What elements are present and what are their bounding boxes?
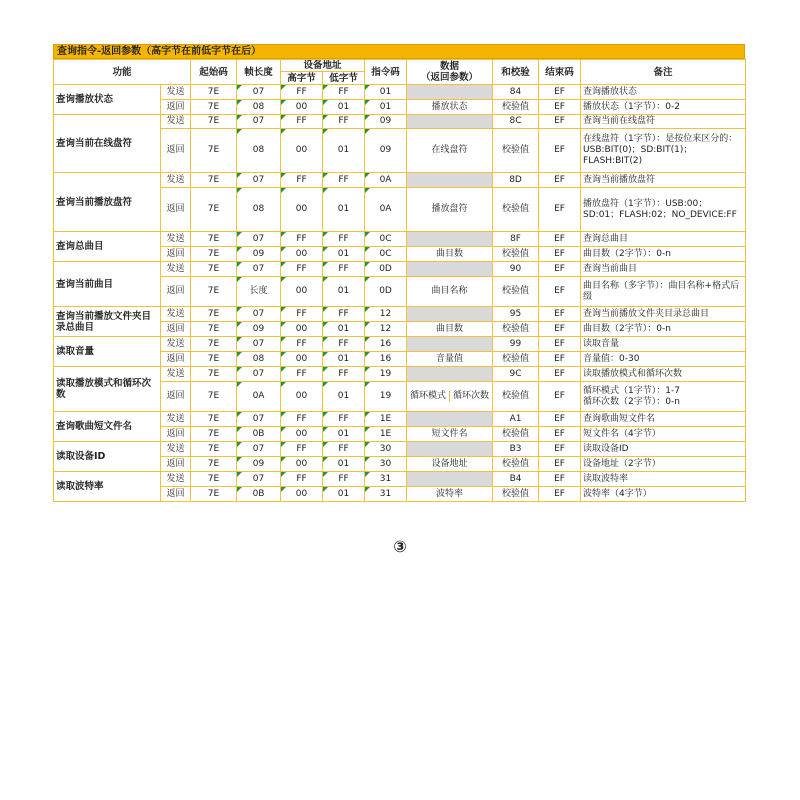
frame-length: 08 [237, 188, 281, 232]
function-name: 读取波特率 [54, 472, 161, 502]
data-cell: 音量值 [407, 352, 493, 367]
start-code: 7E [191, 427, 237, 442]
end-code: EF [539, 352, 581, 367]
end-code: EF [539, 442, 581, 457]
direction-label: 发送 [161, 232, 191, 247]
start-code: 7E [191, 442, 237, 457]
direction-label: 发送 [161, 442, 191, 457]
end-code: EF [539, 322, 581, 337]
note-text: 设备地址（2字节） [581, 457, 746, 472]
addr-low-byte: FF [323, 472, 365, 487]
addr-high-byte: 00 [281, 247, 323, 262]
note-text: 查询当前播放盘符 [581, 173, 746, 188]
start-code: 7E [191, 487, 237, 502]
end-code: EF [539, 85, 581, 100]
start-code: 7E [191, 188, 237, 232]
addr-low-byte: FF [323, 442, 365, 457]
start-code: 7E [191, 85, 237, 100]
start-code: 7E [191, 322, 237, 337]
checksum-value: 8D [493, 173, 539, 188]
frame-length: 09 [237, 247, 281, 262]
direction-label: 返回 [161, 382, 191, 412]
table-row [54, 307, 746, 322]
addr-high-byte: 00 [281, 487, 323, 502]
frame-length: 07 [237, 262, 281, 277]
direction-label: 返回 [161, 247, 191, 262]
note-text: 曲目数（2字节）：0-n [581, 322, 746, 337]
frame-length: 07 [237, 307, 281, 322]
command-code: 0D [365, 262, 407, 277]
end-code: EF [539, 247, 581, 262]
start-code: 7E [191, 262, 237, 277]
frame-length: 07 [237, 367, 281, 382]
checksum-value: 95 [493, 307, 539, 322]
header-checksum: 和校验 [493, 60, 539, 85]
addr-low-byte: 01 [323, 427, 365, 442]
addr-low-byte: FF [323, 367, 365, 382]
checksum-value: A1 [493, 412, 539, 427]
checksum-value: 校验值 [493, 487, 539, 502]
checksum-value: 校验值 [493, 382, 539, 412]
command-code: 0D [365, 277, 407, 307]
addr-low-byte: FF [323, 173, 365, 188]
addr-low-byte: 01 [323, 487, 365, 502]
addr-low-byte: FF [323, 262, 365, 277]
note-text: 查询当前在线盘符 [581, 115, 746, 129]
addr-low-byte: 01 [323, 457, 365, 472]
header-data: 数据 （返回参数） [407, 60, 493, 85]
direction-label: 发送 [161, 472, 191, 487]
header-func: 功能 [54, 60, 191, 85]
checksum-value: 9C [493, 367, 539, 382]
checksum-value: 校验值 [493, 100, 539, 115]
end-code: EF [539, 232, 581, 247]
checksum-value: 校验值 [493, 457, 539, 472]
note-text: 读取音量 [581, 337, 746, 352]
data-cell [407, 442, 493, 457]
command-code: 1E [365, 427, 407, 442]
addr-high-byte: FF [281, 173, 323, 188]
addr-high-byte: 00 [281, 322, 323, 337]
addr-low-byte: 01 [323, 100, 365, 115]
addr-high-byte: FF [281, 115, 323, 129]
frame-length: 08 [237, 100, 281, 115]
page-number: ③ [393, 537, 407, 556]
data-cell [407, 115, 493, 129]
data-cell [407, 472, 493, 487]
frame-length: 07 [237, 442, 281, 457]
direction-label: 返回 [161, 457, 191, 472]
start-code: 7E [191, 247, 237, 262]
direction-label: 发送 [161, 307, 191, 322]
note-text: 循环模式（1字节）：1-7 循环次数（2字节）：0-n [581, 382, 746, 412]
data-cell [407, 367, 493, 382]
addr-high-byte: FF [281, 412, 323, 427]
direction-label: 发送 [161, 367, 191, 382]
query-command-sheet [53, 44, 745, 502]
direction-label: 返回 [161, 352, 191, 367]
table-row [54, 85, 746, 100]
end-code: EF [539, 173, 581, 188]
header-cmd: 指令码 [365, 60, 407, 85]
frame-length: 07 [237, 85, 281, 100]
data-cell [407, 412, 493, 427]
checksum-value: 校验值 [493, 427, 539, 442]
addr-high-byte: FF [281, 367, 323, 382]
frame-length: 08 [237, 129, 281, 173]
addr-low-byte: 01 [323, 352, 365, 367]
addr-high-byte: FF [281, 85, 323, 100]
addr-low-byte: 01 [323, 188, 365, 232]
addr-low-byte: FF [323, 232, 365, 247]
command-code: 01 [365, 85, 407, 100]
checksum-value: 99 [493, 337, 539, 352]
frame-length: 07 [237, 337, 281, 352]
command-code: 16 [365, 352, 407, 367]
checksum-value: 8C [493, 115, 539, 129]
data-cell [407, 173, 493, 188]
note-text: 查询当前播放文件夹目录总曲目 [581, 307, 746, 322]
end-code: EF [539, 100, 581, 115]
addr-low-byte: FF [323, 85, 365, 100]
command-code: 1E [365, 412, 407, 427]
data-cell: 曲目名称 [407, 277, 493, 307]
addr-high-byte: 00 [281, 457, 323, 472]
end-code: EF [539, 487, 581, 502]
command-code: 31 [365, 487, 407, 502]
command-code: 30 [365, 457, 407, 472]
command-code: 12 [365, 307, 407, 322]
frame-length: 0B [237, 487, 281, 502]
start-code: 7E [191, 277, 237, 307]
note-text: 查询总曲目 [581, 232, 746, 247]
data-subfield: 循环次数 [453, 391, 490, 401]
direction-label: 返回 [161, 100, 191, 115]
note-text: 曲目数（2字节）：0-n [581, 247, 746, 262]
table-row [54, 367, 746, 382]
function-name: 查询歌曲短文件名 [54, 412, 161, 442]
checksum-value: 84 [493, 85, 539, 100]
addr-high-byte: 00 [281, 129, 323, 173]
checksum-value: 校验值 [493, 277, 539, 307]
end-code: EF [539, 472, 581, 487]
command-code: 09 [365, 129, 407, 173]
function-name: 读取设备ID [54, 442, 161, 472]
direction-label: 发送 [161, 412, 191, 427]
table-row [54, 412, 746, 427]
table-row [54, 232, 746, 247]
addr-low-byte: 01 [323, 277, 365, 307]
data-cell: 在线盘符 [407, 129, 493, 173]
data-cell [407, 85, 493, 100]
header-addr-high: 高字节 [281, 72, 323, 85]
direction-label: 返回 [161, 129, 191, 173]
addr-low-byte: FF [323, 307, 365, 322]
end-code: EF [539, 307, 581, 322]
data-cell: 波特率 [407, 487, 493, 502]
command-table [53, 59, 746, 502]
start-code: 7E [191, 115, 237, 129]
start-code: 7E [191, 337, 237, 352]
checksum-value: B3 [493, 442, 539, 457]
direction-label: 返回 [161, 487, 191, 502]
command-rows [54, 85, 746, 502]
function-name: 查询当前在线盘符 [54, 115, 161, 173]
addr-high-byte: 00 [281, 188, 323, 232]
data-cell: 曲目数 [407, 322, 493, 337]
command-code: 31 [365, 472, 407, 487]
direction-label: 返回 [161, 188, 191, 232]
direction-label: 返回 [161, 322, 191, 337]
table-row [54, 442, 746, 457]
note-text: 读取设备ID [581, 442, 746, 457]
note-text: 播放盘符（1字节）：USB:00；SD:01；FLASH:02；NO_DEVICE:FF [581, 188, 746, 232]
start-code: 7E [191, 457, 237, 472]
note-text: 读取播放模式和循环次数 [581, 367, 746, 382]
end-code: EF [539, 262, 581, 277]
note-text: 查询当前曲目 [581, 262, 746, 277]
addr-high-byte: FF [281, 337, 323, 352]
addr-high-byte: 00 [281, 277, 323, 307]
addr-low-byte: 01 [323, 129, 365, 173]
addr-high-byte: 00 [281, 100, 323, 115]
command-code: 0C [365, 247, 407, 262]
checksum-value: 8F [493, 232, 539, 247]
frame-length: 09 [237, 457, 281, 472]
addr-high-byte: FF [281, 232, 323, 247]
frame-length: 07 [237, 173, 281, 188]
frame-length: 07 [237, 412, 281, 427]
data-cell [407, 232, 493, 247]
data-cell: 曲目数 [407, 247, 493, 262]
end-code: EF [539, 277, 581, 307]
checksum-value: 校验值 [493, 247, 539, 262]
function-name: 查询播放状态 [54, 85, 161, 115]
function-name: 读取播放模式和循环次数 [54, 367, 161, 412]
end-code: EF [539, 412, 581, 427]
command-code: 30 [365, 442, 407, 457]
direction-label: 返回 [161, 277, 191, 307]
function-name: 读取音量 [54, 337, 161, 367]
addr-high-byte: 00 [281, 427, 323, 442]
addr-high-byte: 00 [281, 352, 323, 367]
table-row [54, 173, 746, 188]
data-cell [407, 337, 493, 352]
direction-label: 返回 [161, 427, 191, 442]
checksum-value: 校验值 [493, 129, 539, 173]
frame-length: 长度 [237, 277, 281, 307]
function-name: 查询当前曲目 [54, 262, 161, 307]
direction-label: 发送 [161, 337, 191, 352]
data-cell [407, 307, 493, 322]
end-code: EF [539, 129, 581, 173]
data-cell: 播放盘符 [407, 188, 493, 232]
direction-label: 发送 [161, 262, 191, 277]
note-text: 查询歌曲短文件名 [581, 412, 746, 427]
addr-low-byte: 01 [323, 322, 365, 337]
command-code: 09 [365, 115, 407, 129]
table-row [54, 115, 746, 129]
sheet-title: 查询指令-返回参数（高字节在前低字节在后） [53, 44, 745, 59]
command-code: 0A [365, 188, 407, 232]
direction-label: 发送 [161, 173, 191, 188]
function-name: 查询总曲目 [54, 232, 161, 262]
header-addr: 设备地址 [281, 60, 365, 72]
addr-low-byte: FF [323, 337, 365, 352]
command-code: 19 [365, 367, 407, 382]
end-code: EF [539, 115, 581, 129]
command-code: 01 [365, 100, 407, 115]
note-text: 查询播放状态 [581, 85, 746, 100]
start-code: 7E [191, 129, 237, 173]
frame-length: 07 [237, 115, 281, 129]
note-text: 短文件名（4字节） [581, 427, 746, 442]
command-code: 19 [365, 382, 407, 412]
note-text: 在线盘符（1字节）：是按位来区分的：USB:BIT(0)；SD:BIT(1)；FLASH:BIT(2) [581, 129, 746, 173]
addr-low-byte: 01 [323, 382, 365, 412]
note-text: 播放状态（1字节）：0-2 [581, 100, 746, 115]
end-code: EF [539, 457, 581, 472]
header-addr-low: 低字节 [323, 72, 365, 85]
note-text: 曲目名称（多字节）：曲目名称+格式后缀 [581, 277, 746, 307]
table-row [54, 472, 746, 487]
addr-high-byte: 00 [281, 382, 323, 412]
frame-length: 07 [237, 472, 281, 487]
start-code: 7E [191, 382, 237, 412]
command-code: 12 [365, 322, 407, 337]
data-cell [407, 382, 493, 412]
data-cell: 设备地址 [407, 457, 493, 472]
end-code: EF [539, 382, 581, 412]
end-code: EF [539, 367, 581, 382]
header-len: 帧长度 [237, 60, 281, 85]
data-subfield: 循环模式 [407, 391, 450, 402]
start-code: 7E [191, 472, 237, 487]
command-code: 0A [365, 173, 407, 188]
start-code: 7E [191, 412, 237, 427]
frame-length: 0B [237, 427, 281, 442]
function-name: 查询当前播放盘符 [54, 173, 161, 232]
start-code: 7E [191, 100, 237, 115]
data-cell [407, 262, 493, 277]
direction-label: 发送 [161, 115, 191, 129]
function-name: 查询当前播放文件夹目录总曲目 [54, 307, 161, 337]
start-code: 7E [191, 173, 237, 188]
addr-low-byte: 01 [323, 247, 365, 262]
checksum-value: 校验值 [493, 188, 539, 232]
frame-length: 07 [237, 232, 281, 247]
checksum-value: 校验值 [493, 352, 539, 367]
command-code: 16 [365, 337, 407, 352]
end-code: EF [539, 188, 581, 232]
note-text: 音量值：0-30 [581, 352, 746, 367]
addr-high-byte: FF [281, 307, 323, 322]
end-code: EF [539, 427, 581, 442]
note-text: 读取波特率 [581, 472, 746, 487]
frame-length: 0A [237, 382, 281, 412]
addr-high-byte: FF [281, 442, 323, 457]
start-code: 7E [191, 352, 237, 367]
header-note: 备注 [581, 60, 746, 85]
start-code: 7E [191, 367, 237, 382]
header-start: 起始码 [191, 60, 237, 85]
data-cell: 播放状态 [407, 100, 493, 115]
addr-high-byte: FF [281, 262, 323, 277]
note-text: 波特率（4字节） [581, 487, 746, 502]
header-end: 结束码 [539, 60, 581, 85]
checksum-value: B4 [493, 472, 539, 487]
checksum-value: 90 [493, 262, 539, 277]
table-row [54, 262, 746, 277]
frame-length: 08 [237, 352, 281, 367]
addr-low-byte: FF [323, 115, 365, 129]
checksum-value: 校验值 [493, 322, 539, 337]
addr-high-byte: FF [281, 472, 323, 487]
table-row [54, 337, 746, 352]
data-cell: 短文件名 [407, 427, 493, 442]
start-code: 7E [191, 232, 237, 247]
end-code: EF [539, 337, 581, 352]
frame-length: 09 [237, 322, 281, 337]
addr-low-byte: FF [323, 412, 365, 427]
command-code: 0C [365, 232, 407, 247]
start-code: 7E [191, 307, 237, 322]
direction-label: 发送 [161, 85, 191, 100]
